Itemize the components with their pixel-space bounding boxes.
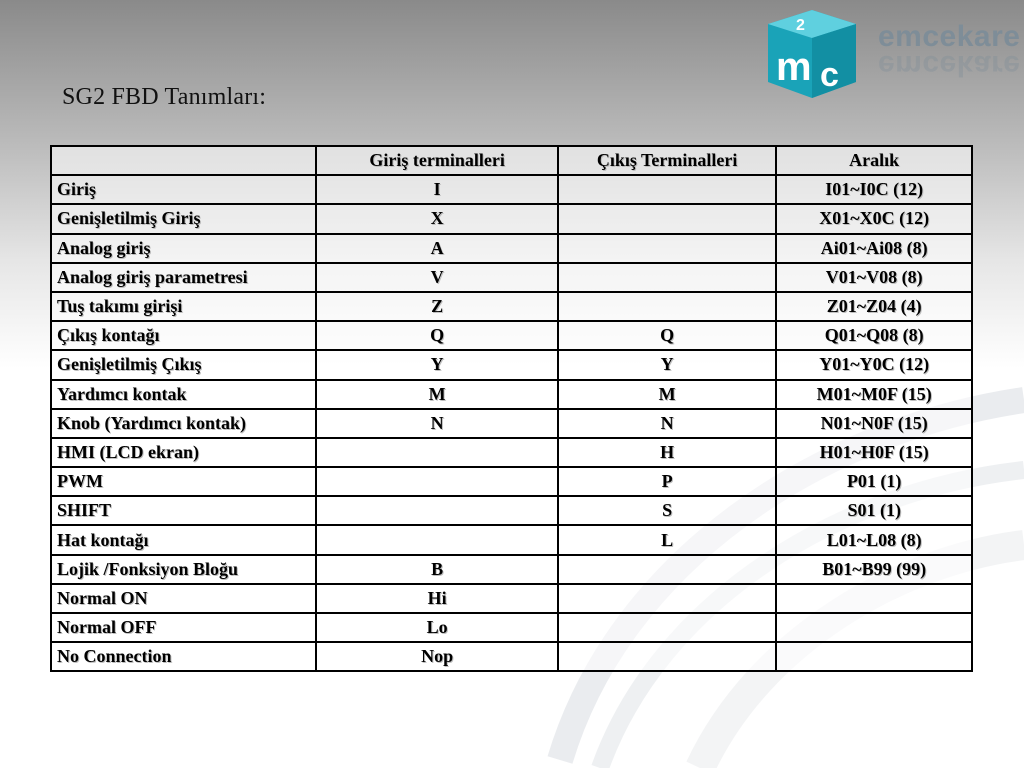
cell-range: S01 (1) — [776, 496, 972, 525]
cell-name: Giriş — [51, 175, 316, 204]
cell-input: Lo — [316, 613, 557, 642]
cell-range: V01~V08 (8) — [776, 263, 972, 292]
cell-range: M01~M0F (15) — [776, 380, 972, 409]
cell-range: B01~B99 (99) — [776, 555, 972, 584]
cell-input: Y — [316, 350, 557, 379]
cell-input: N — [316, 409, 557, 438]
cell-range: H01~H0F (15) — [776, 438, 972, 467]
cell-output — [558, 642, 777, 671]
cell-name: Tuş takımı girişi — [51, 292, 316, 321]
cell-input: M — [316, 380, 557, 409]
cell-input: V — [316, 263, 557, 292]
cell-name: No Connection — [51, 642, 316, 671]
cell-range: P01 (1) — [776, 467, 972, 496]
table-row — [51, 321, 972, 350]
cell-range — [776, 642, 972, 671]
cell-output: H — [558, 438, 777, 467]
definitions-table — [50, 145, 973, 672]
cell-output: N — [558, 409, 777, 438]
cell-range: N01~N0F (15) — [776, 409, 972, 438]
table-row — [51, 584, 972, 613]
svg-text:2: 2 — [796, 17, 805, 34]
column-header-input-terminals: Giriş terminalleri — [316, 146, 557, 175]
cell-input: A — [316, 234, 557, 263]
cell-name: Normal ON — [51, 584, 316, 613]
column-header-output-terminals: Çıkış Terminalleri — [558, 146, 777, 175]
cell-range: Y01~Y0C (12) — [776, 350, 972, 379]
cell-output — [558, 175, 777, 204]
logo-wordmark: emcekare — [878, 20, 1021, 53]
cell-name: Çıkış kontağı — [51, 321, 316, 350]
cell-range: I01~I0C (12) — [776, 175, 972, 204]
column-header-range: Aralık — [776, 146, 972, 175]
svg-text:c: c — [820, 56, 839, 94]
cell-output: S — [558, 496, 777, 525]
cell-input — [316, 467, 557, 496]
cell-name: Genişletilmiş Çıkış — [51, 350, 316, 379]
cell-input: Nop — [316, 642, 557, 671]
cell-range — [776, 584, 972, 613]
cell-output: Q — [558, 321, 777, 350]
table-row — [51, 438, 972, 467]
slide-title: SG2 FBD Tanımları: — [62, 84, 267, 110]
cell-name: Analog giriş — [51, 234, 316, 263]
table-row — [51, 350, 972, 379]
cell-output — [558, 584, 777, 613]
cell-name: Hat kontağı — [51, 525, 316, 554]
cell-input: B — [316, 555, 557, 584]
cell-output: P — [558, 467, 777, 496]
cell-input — [316, 438, 557, 467]
cell-output — [558, 263, 777, 292]
cell-input: I — [316, 175, 557, 204]
svg-text:m: m — [776, 45, 812, 89]
cell-output — [558, 204, 777, 233]
cell-input — [316, 496, 557, 525]
cell-input: X — [316, 204, 557, 233]
table-row — [51, 525, 972, 554]
cell-output — [558, 234, 777, 263]
column-header-name — [51, 146, 316, 175]
table-row — [51, 555, 972, 584]
cell-range: X01~X0C (12) — [776, 204, 972, 233]
table-row — [51, 380, 972, 409]
cell-name: SHIFT — [51, 496, 316, 525]
cell-output — [558, 555, 777, 584]
table-row — [51, 642, 972, 671]
table-row — [51, 613, 972, 642]
table-row — [51, 234, 972, 263]
logo-wordmark-reflection: emcekare — [878, 49, 1021, 82]
cell-range: Ai01~Ai08 (8) — [776, 234, 972, 263]
cell-output: M — [558, 380, 777, 409]
cell-name: Genişletilmiş Giriş — [51, 204, 316, 233]
cell-range: Z01~Z04 (4) — [776, 292, 972, 321]
table-row — [51, 292, 972, 321]
cell-input — [316, 525, 557, 554]
table-header-row — [51, 146, 972, 175]
cell-output — [558, 292, 777, 321]
table-row — [51, 409, 972, 438]
cell-name: Lojik /Fonksiyon Bloğu — [51, 555, 316, 584]
cell-name: Normal OFF — [51, 613, 316, 642]
cell-name: HMI (LCD ekran) — [51, 438, 316, 467]
cell-input: Z — [316, 292, 557, 321]
cell-output — [558, 613, 777, 642]
table-row — [51, 467, 972, 496]
cell-range — [776, 613, 972, 642]
cell-input: Q — [316, 321, 557, 350]
table-row — [51, 496, 972, 525]
cell-range: Q01~Q08 (8) — [776, 321, 972, 350]
table-row — [51, 175, 972, 204]
cell-name: Analog giriş parametresi — [51, 263, 316, 292]
cell-range: L01~L08 (8) — [776, 525, 972, 554]
table-row — [51, 204, 972, 233]
table-row — [51, 263, 972, 292]
cell-output: L — [558, 525, 777, 554]
cell-name: Knob (Yardımcı kontak) — [51, 409, 316, 438]
cell-output: Y — [558, 350, 777, 379]
cell-name: PWM — [51, 467, 316, 496]
cell-input: Hi — [316, 584, 557, 613]
cell-name: Yardımcı kontak — [51, 380, 316, 409]
